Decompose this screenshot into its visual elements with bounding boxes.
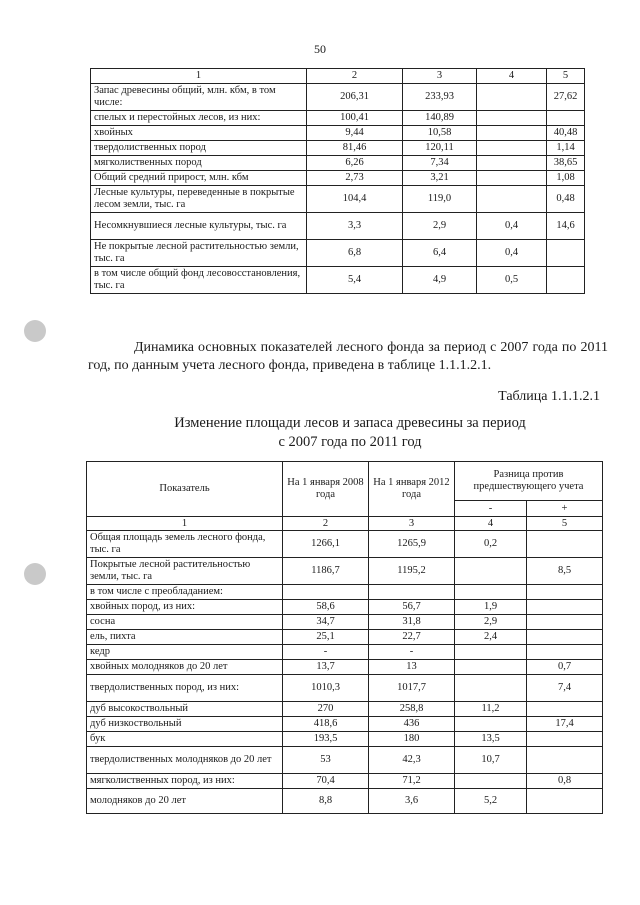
table-row (87, 630, 603, 645)
table-cell: 3,21 (403, 171, 477, 186)
table-cell: 104,4 (307, 186, 403, 213)
table-cell: 58,6 (283, 600, 369, 615)
table-cell: 0,5 (477, 267, 547, 294)
header-cell: 4 (477, 69, 547, 84)
table-row (87, 645, 603, 660)
table-cell: 2,9 (455, 615, 527, 630)
table-row (91, 171, 585, 186)
table-cell (455, 675, 527, 702)
table-cell: 6,26 (307, 156, 403, 171)
row-label: молодняков до 20 лет (87, 789, 283, 814)
table-caption: Таблица 1.1.1.2.1 (498, 389, 600, 404)
table-cell (547, 240, 585, 267)
table-cell: 3,3 (307, 213, 403, 240)
header-cell: На 1 января 2008 года (283, 462, 369, 517)
table-cell (477, 84, 547, 111)
header-cell: + (527, 501, 603, 517)
header-cell: 3 (403, 69, 477, 84)
row-label: бук (87, 732, 283, 747)
row-label: Общая площадь земель лесного фонда, тыс. га (87, 531, 283, 558)
table-cell: 1010,3 (283, 675, 369, 702)
table-cell: 71,2 (369, 774, 455, 789)
header-cell: На 1 января 2012 года (369, 462, 455, 517)
header-cell: - (455, 501, 527, 517)
table-row (91, 240, 585, 267)
row-label: Запас древесины общий, млн. кбм, в том числе: (91, 84, 307, 111)
table-cell: 193,5 (283, 732, 369, 747)
header-cell: 5 (527, 517, 603, 531)
table-cell: 270 (283, 702, 369, 717)
header-cell: 1 (91, 69, 307, 84)
table-cell (477, 126, 547, 141)
row-label: твердолиственных пород, из них: (87, 675, 283, 702)
row-label: дуб высокоствольный (87, 702, 283, 717)
table-cell: 2,73 (307, 171, 403, 186)
row-label: Покрытые лесной растительностью земли, тыс. га (87, 558, 283, 585)
row-label: хвойных молодняков до 20 лет (87, 660, 283, 675)
header-cell: 2 (307, 69, 403, 84)
table-cell: 6,4 (403, 240, 477, 267)
table-cell: 70,4 (283, 774, 369, 789)
table-row (87, 675, 603, 702)
table-cell: 233,93 (403, 84, 477, 111)
table-cell: 1017,7 (369, 675, 455, 702)
header-cell: Разница против предшествующего учета (455, 462, 603, 501)
table-row (87, 558, 603, 585)
table-cell (547, 111, 585, 126)
row-label: мягколиственных пород, из них: (87, 774, 283, 789)
table-cell (547, 267, 585, 294)
table-cell: 22,7 (369, 630, 455, 645)
table-cell: 4,9 (403, 267, 477, 294)
table-cell: 206,31 (307, 84, 403, 111)
table-cell (527, 615, 603, 630)
table-cell: 42,3 (369, 747, 455, 774)
table-row (91, 141, 585, 156)
table-row (87, 585, 603, 600)
table-title (150, 414, 550, 452)
table-cell (527, 600, 603, 615)
binder-hole-icon (24, 563, 46, 585)
table-cell: 6,8 (307, 240, 403, 267)
header-cell: 5 (547, 69, 585, 84)
table-cell: 119,0 (403, 186, 477, 213)
row-label: спелых и перестойных лесов, из них: (91, 111, 307, 126)
table-cell (477, 171, 547, 186)
table-cell: 40,48 (547, 126, 585, 141)
table-cell: 5,4 (307, 267, 403, 294)
table-row (91, 84, 585, 111)
row-label: в том числе общий фонд лесовосстановления, тыс. га (91, 267, 307, 294)
table-row (87, 660, 603, 675)
timber-stock-table (90, 68, 585, 294)
table-header-row (87, 517, 603, 531)
table-cell: 436 (369, 717, 455, 732)
table-cell: 0,4 (477, 213, 547, 240)
table-cell: 25,1 (283, 630, 369, 645)
table-cell: 2,9 (403, 213, 477, 240)
row-label: твердолиственных пород (91, 141, 307, 156)
table-cell (369, 585, 455, 600)
table-row (91, 111, 585, 126)
table-cell: 7,4 (527, 675, 603, 702)
table-cell: 180 (369, 732, 455, 747)
table-cell (527, 630, 603, 645)
table-cell (455, 774, 527, 789)
table-row (91, 156, 585, 171)
table-cell (527, 702, 603, 717)
table-cell: 13,7 (283, 660, 369, 675)
table-cell: 10,58 (403, 126, 477, 141)
table-body (87, 531, 603, 814)
table-cell: 3,6 (369, 789, 455, 814)
table-cell: 0,4 (477, 240, 547, 267)
table-row (91, 186, 585, 213)
header-cell: 1 (87, 517, 283, 531)
table-cell: 81,46 (307, 141, 403, 156)
table-header-row (87, 462, 603, 501)
table-cell: 11,2 (455, 702, 527, 717)
table-body (91, 84, 585, 294)
table-cell: 1,14 (547, 141, 585, 156)
table-row (91, 213, 585, 240)
table-cell: 0,2 (455, 531, 527, 558)
binder-hole-icon (24, 320, 46, 342)
table-cell: 31,8 (369, 615, 455, 630)
table-cell: 0,7 (527, 660, 603, 675)
table-cell: 34,7 (283, 615, 369, 630)
table-cell: 17,4 (527, 717, 603, 732)
table-cell (527, 747, 603, 774)
table-row (87, 732, 603, 747)
row-label: хвойных пород, из них: (87, 600, 283, 615)
header-cell: 2 (283, 517, 369, 531)
table-cell: 1,9 (455, 600, 527, 615)
table-cell (477, 156, 547, 171)
table-cell: 7,34 (403, 156, 477, 171)
table-cell: 1266,1 (283, 531, 369, 558)
row-label: в том числе с преобладанием: (87, 585, 283, 600)
table-cell (455, 717, 527, 732)
table-cell (527, 732, 603, 747)
table-cell (477, 186, 547, 213)
row-label: Несомкнувшиеся лесные культуры, тыс. га (91, 213, 307, 240)
table-cell (455, 558, 527, 585)
table-cell: 0,48 (547, 186, 585, 213)
table-cell: 14,6 (547, 213, 585, 240)
table-cell: 38,65 (547, 156, 585, 171)
table-cell: 1186,7 (283, 558, 369, 585)
table-row (91, 267, 585, 294)
table-cell: - (369, 645, 455, 660)
row-label: дуб низкоствольный (87, 717, 283, 732)
row-label: Не покрытые лесной растительностью земли, тыс. га (91, 240, 307, 267)
row-label: хвойных (91, 126, 307, 141)
table-cell (455, 585, 527, 600)
table-cell (455, 660, 527, 675)
table-cell: 53 (283, 747, 369, 774)
header-cell: Показатель (87, 462, 283, 517)
body-paragraph: Динамика основных показателей лесного фонда за период с 2007 года по 2011 год, по данным учета лесного фонда, приведена в таблице 1.1.1.2.1. (88, 340, 608, 373)
table-cell: 9,44 (307, 126, 403, 141)
table-header-row (91, 69, 585, 84)
table-cell: 13 (369, 660, 455, 675)
table-row (87, 747, 603, 774)
table-cell (477, 111, 547, 126)
table-cell (527, 645, 603, 660)
table-row (87, 717, 603, 732)
row-label: твердолиственных молодняков до 20 лет (87, 747, 283, 774)
header-cell: 3 (369, 517, 455, 531)
table-row (87, 531, 603, 558)
table-cell: 8,5 (527, 558, 603, 585)
row-label: мягколиственных пород (91, 156, 307, 171)
table-cell: 27,62 (547, 84, 585, 111)
table-cell: 13,5 (455, 732, 527, 747)
table-cell: 418,6 (283, 717, 369, 732)
table-cell: 0,8 (527, 774, 603, 789)
table-cell: 8,8 (283, 789, 369, 814)
table-row (91, 126, 585, 141)
table-cell: 2,4 (455, 630, 527, 645)
table-title-line: Изменение площади лесов и запаса древесины за период (174, 415, 526, 431)
table-cell: - (283, 645, 369, 660)
table-cell: 120,11 (403, 141, 477, 156)
row-label: сосна (87, 615, 283, 630)
table-cell (283, 585, 369, 600)
table-cell: 258,8 (369, 702, 455, 717)
table-cell: 5,2 (455, 789, 527, 814)
table-cell: 1265,9 (369, 531, 455, 558)
table-row (87, 615, 603, 630)
table-row (87, 702, 603, 717)
table-cell (527, 531, 603, 558)
table-cell: 1,08 (547, 171, 585, 186)
table-title-line: с 2007 года по 2011 год (278, 434, 422, 450)
table-cell: 56,7 (369, 600, 455, 615)
table-cell: 10,7 (455, 747, 527, 774)
table-cell (527, 789, 603, 814)
table-cell: 140,89 (403, 111, 477, 126)
forest-area-change-table (86, 461, 603, 814)
table-cell: 100,41 (307, 111, 403, 126)
table-cell: 1195,2 (369, 558, 455, 585)
table-row (87, 600, 603, 615)
table-row (87, 774, 603, 789)
row-label: Общий средний прирост, млн. кбм (91, 171, 307, 186)
table-cell (455, 645, 527, 660)
table-cell (477, 141, 547, 156)
table-row (87, 789, 603, 814)
table-cell (527, 585, 603, 600)
row-label: кедр (87, 645, 283, 660)
page-number: 50 (314, 42, 326, 56)
row-label: Лесные культуры, переведенные в покрытые лесом земли, тыс. га (91, 186, 307, 213)
row-label: ель, пихта (87, 630, 283, 645)
header-cell: 4 (455, 517, 527, 531)
